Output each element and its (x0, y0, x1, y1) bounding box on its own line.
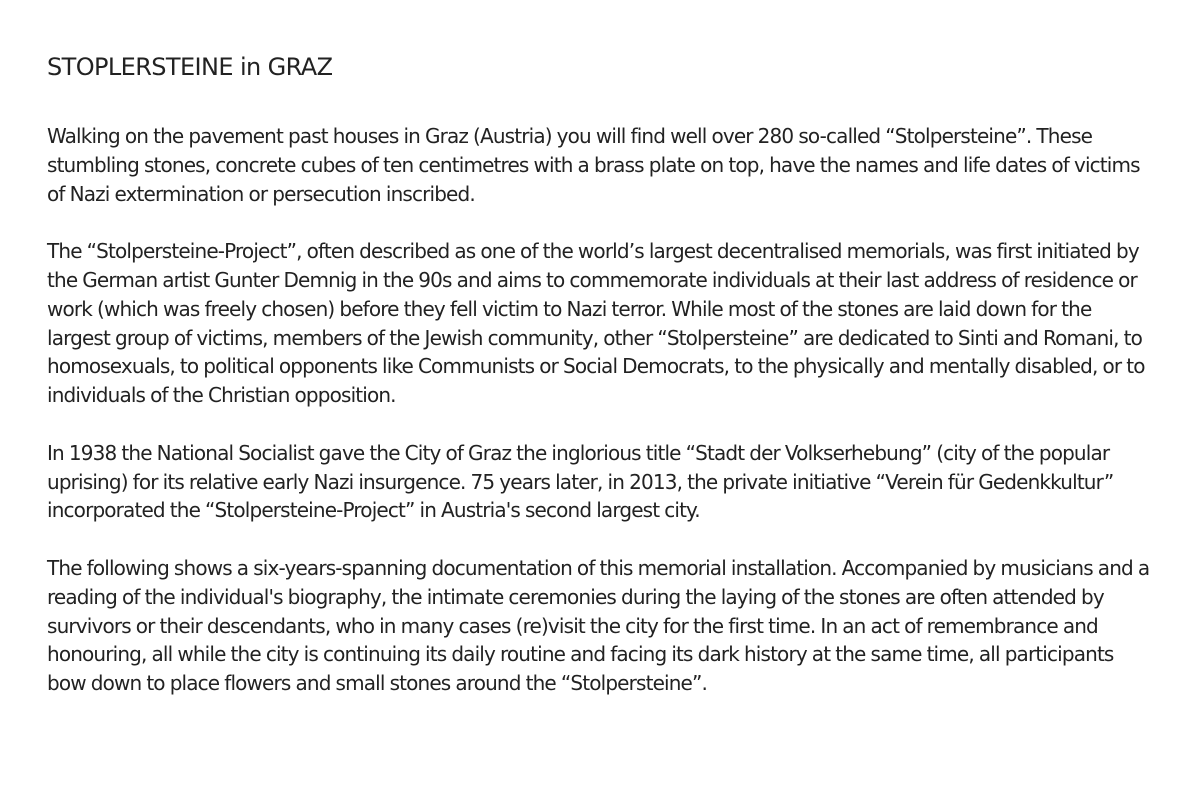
page-title: STOPLERSTEINE in GRAZ (47, 53, 333, 81)
article (47, 52, 1157, 698)
paragraph-intro: Walking on the pavement past houses in Graz (Austria) you will find well over 280 so-called “Stolpersteine”. These stumbling stones, concrete cubes of ten centimetres with a brass plate on top, have the names and life dates of victims of Nazi extermination or persecution inscribed. (47, 124, 1140, 206)
paragraph-project: The “Stolpersteine-Project”, often described as one of the world’s largest decentralised memorials, was first initiated by the German artist Gunter Demnig in the 90s and aims to commemorate individuals at their last address of residence or work (which was freely chosen) before they fell victim to Nazi terror. While most of the stones are laid down for the largest group of victims, members of the Jewish community, other “Stolpersteine” are dedicated to Sinti and Romani, to homosexuals, to political opponents like Communists or Social Democrats, to the physically and mentally disabled, or to individuals of the Christian opposition. (47, 239, 1145, 408)
paragraph-history: In 1938 the National Socialist gave the City of Graz the inglorious title “Stadt der Volkserhebung” (city of the popular uprising) for its relative early Nazi insurgence. 75 years later, in 2013, the private initiative “Verein für Gedenkkultur” incorporated the “Stolpersteine-Project” in Austria's second largest city. (47, 440, 1114, 523)
paragraph-documentation: The following shows a six-years-spanning documentation of this memorial installation. Accompanied by musicians and a reading of the individual's biography, the intimate ceremonies during the laying of the stones are often attended by survivors or their descendants, who in many cases (re)visit the city for the first time. In an act of remembrance and honouring, all while the city is continuing its daily routine and facing its dark history at the same time, all participants bow down to place flowers and small stones around the “Stolpersteine”. (47, 555, 1150, 696)
